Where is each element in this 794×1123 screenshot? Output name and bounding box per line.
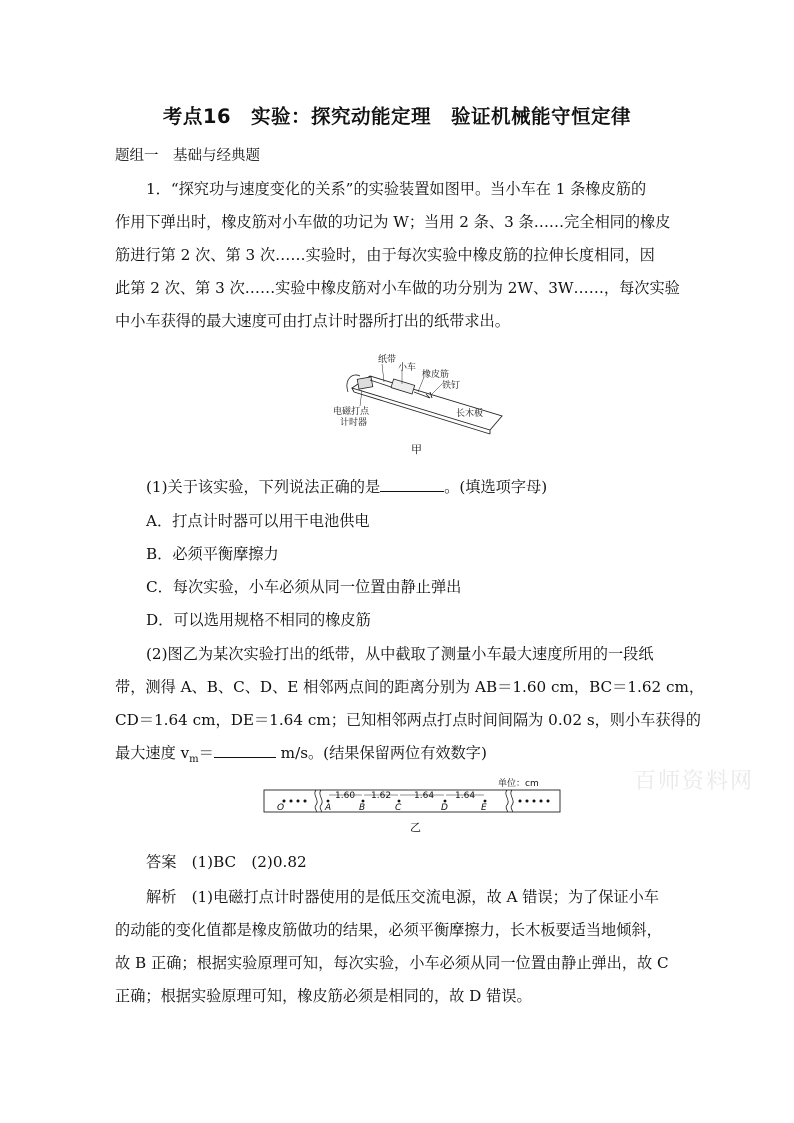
sub1-suffix: 。(填选项字母): [444, 478, 548, 496]
label-timer: 电磁打点: [333, 407, 370, 417]
sub-question-2-line-2: 带，测得 A、B、C、D、E 相邻两点间的距离分别为 AB＝1.60 cm，BC＝1.62 cm，: [115, 678, 705, 696]
answer-text: (1)BC (2)0.82: [191, 853, 307, 871]
sub-question-2-line-1: (2)图乙为某次实验打出的纸带，从中截取了测量小车最大速度所用的一段纸: [146, 645, 654, 663]
point-a: A: [325, 803, 332, 813]
figure-paper-tape: [262, 776, 564, 816]
option-a: A．打点计时器可以用干电池供电: [146, 512, 370, 530]
question-1-line-5: 中小车获得的最大速度可由打点计时器所打出的纸带求出。: [115, 312, 510, 330]
label-cart: 小车: [398, 363, 417, 373]
vm-symbol: 最大速度 v: [115, 744, 190, 762]
analysis-first: (1)电磁打点计时器使用的是低压交流电源，故 A 错误；为了保证小车: [191, 888, 659, 906]
figure-apparatus: [330, 348, 510, 438]
answer-blank-1[interactable]: [380, 477, 444, 492]
vm-subscript: m: [189, 754, 199, 766]
section-heading: 题组一 基础与经典题: [115, 148, 260, 164]
label-nail: 铁钉: [442, 381, 461, 391]
analysis-label: 解析: [146, 888, 177, 906]
page-title: 考点16 实验：探究动能定理 验证机械能守恒定律: [162, 105, 632, 128]
answer-blank-2[interactable]: [214, 743, 276, 758]
option-b: B．必须平衡摩擦力: [146, 545, 279, 563]
option-c: C．每次实验，小车必须从同一位置由静止弹出: [146, 578, 462, 596]
point-d: D: [441, 803, 448, 813]
analysis-line-3: 故 B 正确；根据实验原理可知，每次实验，小车必须从同一位置由静止弹出，故 C: [115, 954, 669, 972]
sub-question-2-line-4: [115, 743, 681, 770]
question-1-line-1: 1．“探究功与速度变化的关系”的实验装置如图甲。当小车在 1 条橡皮筋的: [146, 180, 647, 198]
sub-question-1: [146, 477, 712, 497]
question-1-line-2: 作用下弹出时，橡皮筋对小车做的功记为 W；当用 2 条、3 条……完全相同的橡皮: [115, 213, 671, 231]
sub1-prompt: (1)关于该实验，下列说法正确的是: [146, 478, 381, 496]
answer-line: [146, 852, 712, 872]
label-rubber-band: 橡皮筋: [422, 370, 450, 380]
answer-label: 答案: [146, 853, 177, 871]
point-c: C: [395, 803, 402, 813]
analysis-line-4: 正确；根据实验原理可知，橡皮筋必须是相同的，故 D 错误。: [115, 987, 532, 1005]
distance-ab: 1.60: [335, 791, 356, 801]
question-1-line-4: 此第 2 次、第 3 次……实验中橡皮筋对小车做的功分别为 2W、3W……，每次实验: [115, 279, 680, 297]
analysis-line-2: 的动能的变化值都是橡皮筋做功的结果，必须平衡摩擦力，长木板要适当地倾斜，: [115, 921, 662, 939]
label-board: 长木板: [456, 409, 484, 419]
watermark: 百师资料网: [634, 769, 755, 794]
distance-de: 1.64: [455, 791, 476, 801]
option-d: D．可以选用规格不相同的橡皮筋: [146, 611, 371, 629]
question-1-line-3: 筋进行第 2 次、第 3 次……实验时，由于每次实验中橡皮筋的拉伸长度相同，因: [115, 246, 655, 264]
tape-unit: 单位：cm: [498, 779, 539, 789]
distance-cd: 1.64: [414, 791, 435, 801]
figure-b-caption: 乙: [410, 821, 421, 834]
vm-equals: ＝: [198, 744, 214, 762]
label-paper-tape: 纸带: [378, 355, 397, 365]
sub2-suffix: m/s。(结果保留两位有效数字): [275, 744, 487, 762]
distance-bc: 1.62: [371, 791, 392, 801]
figure-a-caption: 甲: [411, 443, 422, 456]
point-e: E: [481, 803, 487, 813]
analysis-line-1: [146, 887, 712, 907]
point-o: O: [277, 803, 285, 813]
sub-question-2-line-3: CD＝1.64 cm，DE＝1.64 cm；已知相邻两点打点时间间隔为 0.02 s，则小车获得的: [115, 711, 701, 729]
point-b: B: [359, 803, 366, 813]
label-timer-2: 计时器: [340, 418, 368, 428]
